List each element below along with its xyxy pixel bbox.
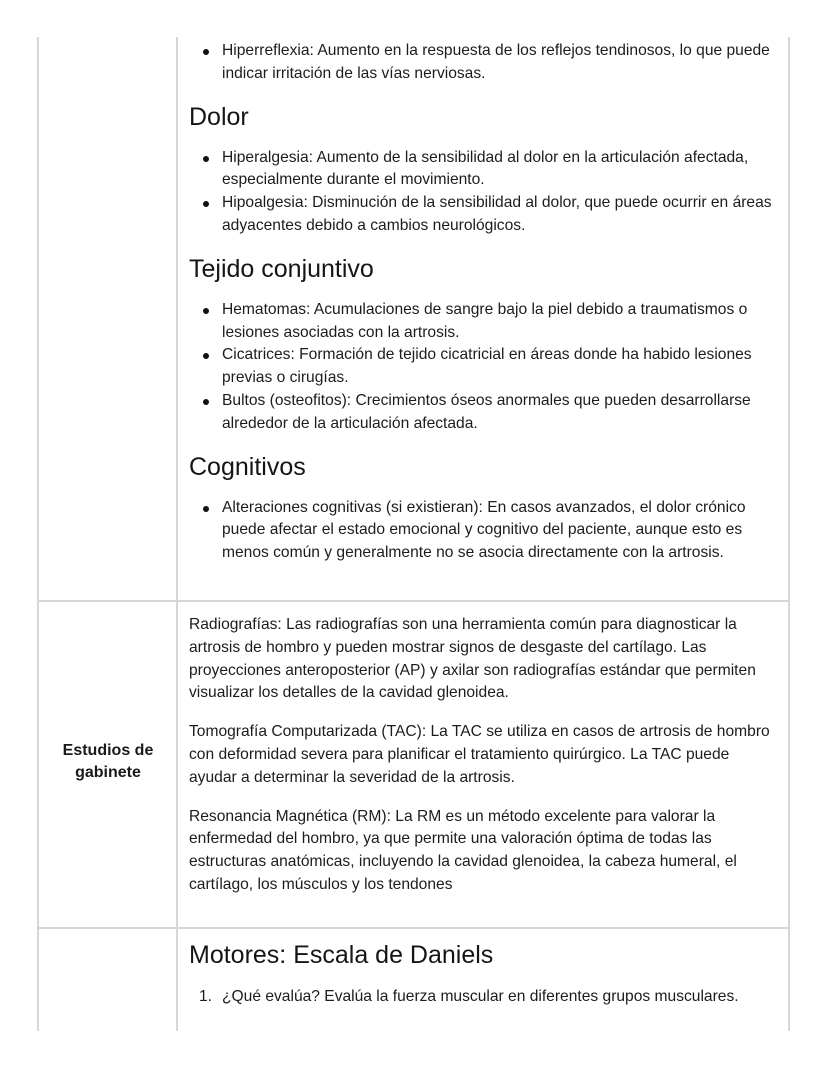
section-heading-tejido: Tejido conjuntivo — [189, 254, 374, 283]
list-item: Hematomas: Acumulaciones de sangre bajo la piel debido a traumatismos o lesiones asociadas con la artrosis. — [189, 299, 781, 345]
column-divider — [176, 37, 178, 1031]
section-heading-motores: Motores: Escala de Daniels — [189, 941, 494, 969]
list-item: Bultos (osteofitos): Crecimientos óseos anormales que pueden desarrollarse alrededor de la articulación afectada. — [189, 390, 781, 436]
table-border-left — [37, 37, 39, 1031]
section-heading-dolor: Dolor — [189, 102, 249, 131]
list-item: Hiperreflexia: Aumento en la respuesta de los reflejos tendinosos, lo que puede indicar irritación de las vías nerviosas. — [189, 40, 781, 86]
row-divider-2 — [37, 927, 790, 929]
paragraph-tac: Tomografía Computarizada (TAC): La TAC se utiliza en casos de artrosis de hombro con deformidad severa para planificar el tratamiento quirúrgico. La TAC puede ayudar a determinar la severidad de la artrosis. — [189, 723, 770, 786]
list-item: Hiperalgesia: Aumento de la sensibilidad al dolor en la articulación afectada, especialmente durante el movimiento. — [189, 147, 781, 193]
row-label-estudios: Estudios de gabinete — [62, 742, 154, 781]
paragraph-radiografias: Radiografías: Las radiografías son una herramienta común para diagnosticar la artrosis de hombro y pueden mostrar signos de desgaste del cartílago. Las proyecciones anteroposterior (AP) y axilar son radiografías estándar que permiten visualizar los detalles de la cavidad glenoidea. — [189, 616, 756, 702]
row1-content — [189, 40, 781, 565]
list-number: 1. — [199, 988, 213, 1005]
clinical-table — [37, 37, 790, 1031]
row-divider-1 — [37, 600, 790, 602]
list-item: Cicatrices: Formación de tejido cicatricial en áreas donde ha habido lesiones previas o cirugías. — [189, 344, 781, 390]
daniels-list — [189, 986, 781, 1009]
row2-content — [189, 614, 781, 897]
list-item: Alteraciones cognitivas (si existieran): En casos avanzados, el dolor crónico puede afectar el estado emocional y cognitivo del paciente, aunque esto es menos común y generalmente no se asocia directamente con la artrosis. — [189, 497, 781, 565]
table-border-right — [788, 37, 790, 1031]
dolor-list — [189, 147, 781, 238]
row3-content — [189, 940, 781, 1009]
cognitivos-list — [189, 497, 781, 565]
hiperreflexia-list — [189, 40, 781, 86]
tejido-list — [189, 299, 781, 436]
list-item — [189, 986, 781, 1009]
list-item: Hipoalgesia: Disminución de la sensibilidad al dolor, que puede ocurrir en áreas adyacentes debido a cambios neurológicos. — [189, 192, 781, 238]
section-heading-cognitivos: Cognitivos — [189, 452, 306, 481]
list-item-text: ¿Qué evalúa? Evalúa la fuerza muscular en diferentes grupos musculares. — [222, 988, 739, 1005]
paragraph-rm: Resonancia Magnética (RM): La RM es un método excelente para valorar la enfermedad del hombro, ya que permite una valoración óptima de todas las estructuras anatómicas, incluyendo la cavidad glenoidea, la cabeza humeral, el cartílago, los músculos y los tendones — [189, 807, 737, 893]
